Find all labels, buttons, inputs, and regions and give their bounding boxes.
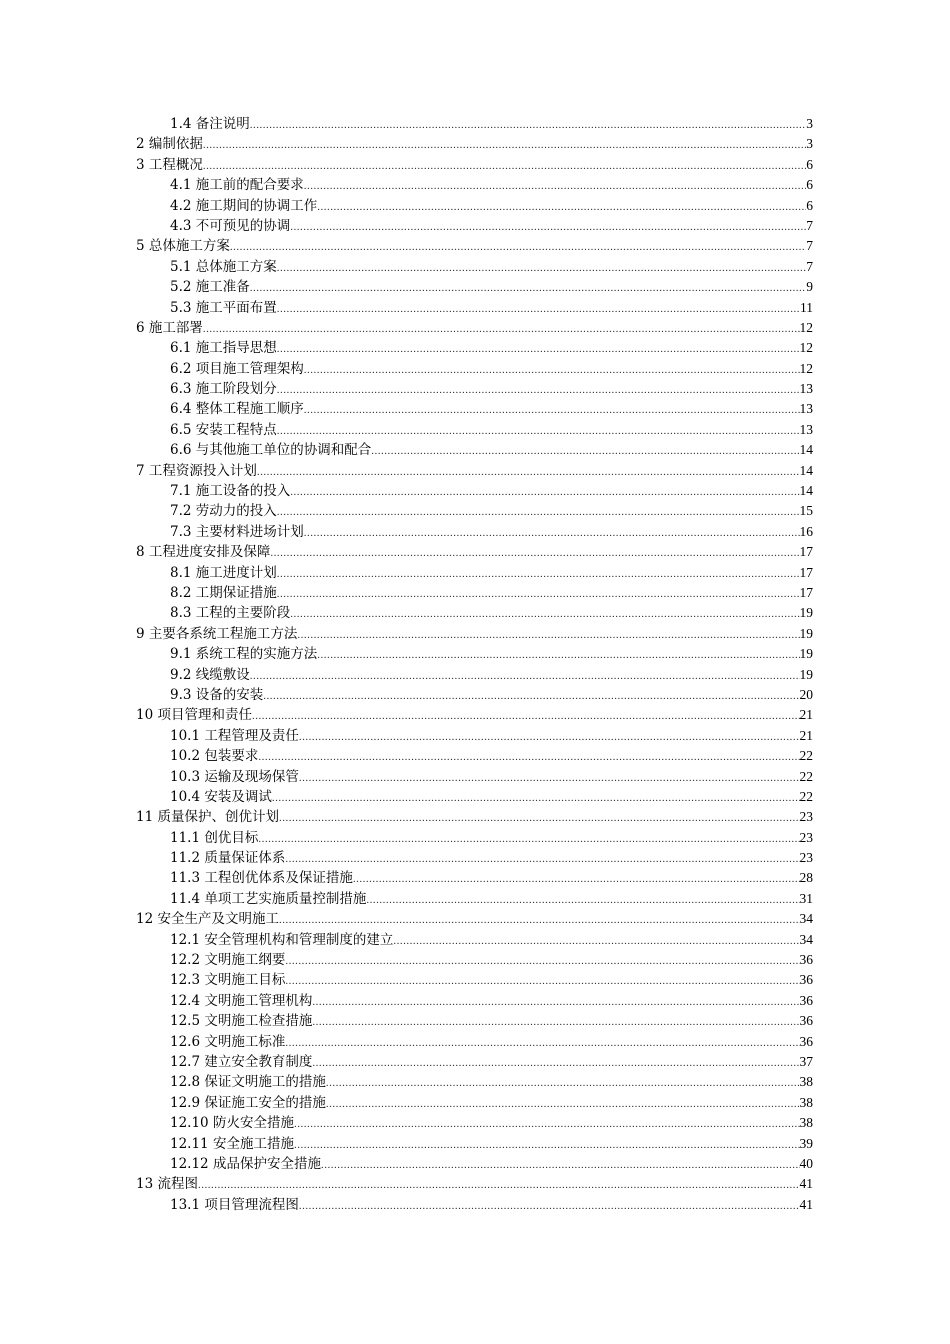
toc-entry-page-number: 19 <box>799 646 813 662</box>
toc-entry-title: 7.1 施工设备的投入 <box>170 483 291 500</box>
toc-entry-title: 11.3 工程创优体系及保证措施 <box>170 870 353 887</box>
toc-entry-page-number: 12 <box>799 319 813 335</box>
toc-entry[interactable] <box>136 1032 813 1052</box>
toc-entry[interactable] <box>136 930 813 950</box>
toc-entry-title: 3 工程概况 <box>136 156 203 173</box>
toc-entry-page-number: 37 <box>799 1053 813 1069</box>
toc-entry-page-number: 19 <box>799 605 813 621</box>
dot-leader <box>258 829 799 849</box>
toc-entry[interactable] <box>136 787 813 807</box>
dot-leader <box>326 1094 800 1114</box>
toc-entry-page-number: 21 <box>799 727 813 743</box>
toc-entry-title: 11.1 创优目标 <box>170 829 259 846</box>
toc-entry[interactable] <box>136 318 813 338</box>
toc-entry-title: 8 工程进度安排及保障 <box>136 544 271 561</box>
toc-entry-page-number: 22 <box>799 748 813 764</box>
toc-entry-title: 12.12 成品保护安全措施 <box>170 1155 321 1172</box>
dot-leader <box>317 645 799 665</box>
toc-entry-title: 2 编制依据 <box>136 136 203 153</box>
toc-entry-page-number: 13 <box>799 421 813 437</box>
toc-entry-title: 12.11 安全施工措施 <box>170 1135 294 1152</box>
dot-leader <box>198 1175 800 1195</box>
toc-entry-title: 7.2 劳动力的投入 <box>170 503 277 520</box>
toc-entry[interactable] <box>136 970 813 990</box>
toc-entry-title: 12.8 保证文明施工的措施 <box>170 1074 326 1091</box>
toc-entry-title: 9 主要各系统工程施工方法 <box>136 625 298 642</box>
toc-entry-page-number: 23 <box>799 809 813 825</box>
dot-leader <box>294 1135 800 1155</box>
toc-entry[interactable] <box>136 1195 813 1215</box>
toc-entry-page-number: 31 <box>799 890 813 906</box>
dot-leader <box>277 584 800 604</box>
toc-entry-page-number: 7 <box>806 238 813 254</box>
toc-entry-page-number: 7 <box>806 258 813 274</box>
toc-entry-title: 9.3 设备的安装 <box>170 686 264 703</box>
toc-entry-page-number: 9 <box>806 279 813 295</box>
toc-entry-title: 12.3 文明施工目标 <box>170 972 286 989</box>
toc-entry-page-number: 21 <box>799 707 813 723</box>
dot-leader <box>312 1012 799 1032</box>
toc-entry[interactable] <box>136 603 813 623</box>
toc-entry[interactable] <box>136 950 813 970</box>
toc-entry[interactable] <box>136 685 813 705</box>
toc-entry-page-number: 6 <box>806 177 813 193</box>
toc-entry-page-number: 22 <box>799 768 813 784</box>
dot-leader <box>250 115 806 135</box>
toc-entry[interactable] <box>136 665 813 685</box>
dot-leader <box>277 339 800 359</box>
toc-entry[interactable] <box>136 481 813 501</box>
toc-entry-title: 1.4 备注说明 <box>170 116 250 132</box>
toc-entry-title: 5 总体施工方案 <box>136 238 230 255</box>
toc-entry-page-number: 14 <box>799 442 813 458</box>
toc-entry-page-number: 12 <box>799 360 813 376</box>
toc-entry-page-number: 12 <box>799 340 813 356</box>
toc-entry[interactable] <box>136 1154 813 1174</box>
toc-entry[interactable] <box>136 461 813 481</box>
dot-leader <box>250 278 806 298</box>
toc-entry[interactable] <box>136 257 813 277</box>
toc-entry-page-number: 7 <box>806 217 813 233</box>
toc-entry[interactable] <box>136 359 813 379</box>
toc-entry-page-number: 23 <box>799 850 813 866</box>
toc-entry-title: 12.5 文明施工检查措施 <box>170 1013 313 1030</box>
toc-entry[interactable] <box>136 338 813 358</box>
toc-entry-title: 12.1 安全管理机构和管理制度的建立 <box>170 931 394 948</box>
toc-entry-page-number: 36 <box>799 992 813 1008</box>
toc-entry-title: 12.2 文明施工纲要 <box>170 952 286 969</box>
toc-entry-title: 8.1 施工进度计划 <box>170 564 277 581</box>
dot-leader <box>366 890 799 910</box>
dot-leader <box>393 931 799 951</box>
toc-entry-page-number: 16 <box>799 523 813 539</box>
toc-entry-page-number: 38 <box>799 1094 813 1110</box>
dot-leader <box>297 625 799 645</box>
toc-entry[interactable] <box>136 399 813 419</box>
toc-entry[interactable] <box>136 175 813 195</box>
toc-entry[interactable] <box>136 828 813 848</box>
toc-entry-title: 12.6 文明施工标准 <box>170 1033 286 1050</box>
toc-entry-title: 9.1 系统工程的实施方法 <box>170 646 318 663</box>
dot-leader <box>203 319 800 339</box>
dot-leader <box>290 482 799 502</box>
toc-entry-title: 6.1 施工指导思想 <box>170 340 277 357</box>
toc-entry-title: 6 施工部署 <box>136 319 203 336</box>
toc-entry[interactable] <box>136 440 813 460</box>
toc-entry-page-number: 11 <box>800 299 813 315</box>
dot-leader <box>258 747 799 767</box>
toc-entry-page-number: 41 <box>799 1176 813 1192</box>
toc-entry-title: 11 质量保护、创优计划 <box>136 809 279 826</box>
toc-entry[interactable] <box>136 1052 813 1072</box>
toc-entry-page-number: 6 <box>806 156 813 172</box>
toc-entry-title: 12.9 保证施工安全的措施 <box>170 1094 326 1111</box>
toc-entry-title: 13.1 项目管理流程图 <box>170 1196 299 1213</box>
toc-entry-title: 5.2 施工准备 <box>170 279 250 296</box>
toc-entry-page-number: 36 <box>799 972 813 988</box>
toc-entry-title: 4.2 施工期间的协调工作 <box>170 197 318 214</box>
toc-entry-title: 11.2 质量保证体系 <box>170 850 286 867</box>
toc-entry[interactable] <box>136 379 813 399</box>
toc-entry[interactable] <box>136 1174 813 1194</box>
toc-entry-page-number: 28 <box>799 870 813 886</box>
toc-entry-title: 4.1 施工前的配合要求 <box>170 177 304 194</box>
toc-entry-title: 10.2 包装要求 <box>170 748 259 765</box>
toc-entry[interactable] <box>136 868 813 888</box>
toc-entry[interactable] <box>136 236 813 256</box>
table-of-contents <box>136 114 813 1215</box>
toc-entry-page-number: 14 <box>799 462 813 478</box>
toc-entry-page-number: 22 <box>799 788 813 804</box>
dot-leader <box>285 1033 799 1053</box>
toc-entry[interactable] <box>136 991 813 1011</box>
toc-entry-title: 4.3 不可预见的协调 <box>170 217 291 234</box>
dot-leader <box>299 768 800 788</box>
dot-leader <box>312 1053 799 1073</box>
toc-entry-title: 6.2 项目施工管理架构 <box>170 360 304 377</box>
toc-entry-title: 6.5 安装工程特点 <box>170 421 277 438</box>
toc-entry-page-number: 13 <box>799 401 813 417</box>
dot-leader <box>285 971 799 991</box>
dot-leader <box>277 564 800 584</box>
toc-entry[interactable] <box>136 542 813 562</box>
dot-leader <box>285 849 799 869</box>
toc-entry[interactable] <box>136 1011 813 1031</box>
toc-entry-page-number: 36 <box>799 1033 813 1049</box>
dot-leader <box>326 1073 800 1093</box>
dot-leader <box>277 502 800 522</box>
toc-entry-page-number: 40 <box>799 1155 813 1171</box>
toc-entry-page-number: 36 <box>799 952 813 968</box>
toc-entry[interactable] <box>136 216 813 236</box>
toc-entry-title: 5.1 总体施工方案 <box>170 258 277 275</box>
dot-leader <box>299 727 800 747</box>
toc-entry[interactable] <box>136 644 813 664</box>
toc-entry-page-number: 23 <box>799 829 813 845</box>
toc-entry[interactable] <box>136 705 813 725</box>
toc-entry[interactable] <box>136 134 813 154</box>
toc-entry[interactable] <box>136 1093 813 1113</box>
toc-entry-title: 12.4 文明施工管理机构 <box>170 992 313 1009</box>
toc-entry[interactable] <box>136 114 813 134</box>
toc-entry-title: 6.4 整体工程施工顺序 <box>170 401 304 418</box>
toc-entry-page-number: 39 <box>799 1135 813 1151</box>
toc-entry-title: 7 工程资源投入计划 <box>136 462 257 479</box>
dot-leader <box>290 217 806 237</box>
toc-entry-title: 5.3 施工平面布置 <box>170 299 277 316</box>
toc-entry[interactable] <box>136 889 813 909</box>
dot-leader <box>304 523 800 543</box>
toc-entry-title: 12 安全生产及文明施工 <box>136 911 279 928</box>
toc-entry[interactable] <box>136 909 813 929</box>
dot-leader <box>353 869 800 889</box>
dot-leader <box>371 441 799 461</box>
dot-leader <box>299 1196 800 1216</box>
toc-entry-page-number: 34 <box>799 911 813 927</box>
dot-leader <box>285 951 799 971</box>
toc-entry-title: 8.3 工程的主要阶段 <box>170 605 291 622</box>
toc-entry[interactable] <box>136 155 813 175</box>
toc-entry-page-number: 3 <box>806 116 813 131</box>
dot-leader <box>312 992 799 1012</box>
toc-entry-page-number: 38 <box>799 1115 813 1131</box>
toc-entry-page-number: 38 <box>799 1074 813 1090</box>
dot-leader <box>257 462 800 482</box>
dot-leader <box>317 197 806 217</box>
dot-leader <box>277 258 806 278</box>
toc-entry-page-number: 17 <box>799 564 813 580</box>
dot-leader <box>277 299 800 319</box>
toc-entry-page-number: 6 <box>806 197 813 213</box>
dot-leader <box>250 666 800 686</box>
toc-entry-title: 10.1 工程管理及责任 <box>170 727 299 744</box>
toc-entry-page-number: 17 <box>799 544 813 560</box>
toc-entry-title: 6.3 施工阶段划分 <box>170 381 277 398</box>
toc-entry[interactable] <box>136 726 813 746</box>
toc-entry[interactable] <box>136 767 813 787</box>
dot-leader <box>277 380 800 400</box>
dot-leader <box>252 706 800 726</box>
dot-leader <box>279 808 800 828</box>
toc-entry-page-number: 13 <box>799 381 813 397</box>
toc-entry[interactable] <box>136 196 813 216</box>
toc-entry-title: 10.4 安装及调试 <box>170 788 272 805</box>
toc-entry-title: 12.7 建立安全教育制度 <box>170 1053 313 1070</box>
toc-entry-page-number: 19 <box>799 666 813 682</box>
toc-entry-title: 10 项目管理和责任 <box>136 707 252 724</box>
toc-entry-page-number: 34 <box>799 931 813 947</box>
toc-entry[interactable] <box>136 624 813 644</box>
toc-entry-title: 9.2 线缆敷设 <box>170 666 250 683</box>
toc-entry[interactable] <box>136 501 813 521</box>
toc-entry-page-number: 19 <box>799 625 813 641</box>
dot-leader <box>294 1114 800 1134</box>
toc-entry-page-number: 20 <box>799 686 813 702</box>
toc-entry-page-number: 36 <box>799 1013 813 1029</box>
toc-entry[interactable] <box>136 1113 813 1133</box>
toc-entry-title: 13 流程图 <box>136 1176 198 1193</box>
dot-leader <box>270 543 799 563</box>
toc-entry-title: 8.2 工期保证措施 <box>170 584 277 601</box>
toc-entry-page-number: 3 <box>806 136 813 152</box>
toc-entry[interactable] <box>136 522 813 542</box>
dot-leader <box>279 910 800 930</box>
toc-entry-page-number: 15 <box>799 503 813 519</box>
toc-entry-title: 11.4 单项工艺实施质量控制措施 <box>170 890 367 907</box>
toc-entry[interactable] <box>136 420 813 440</box>
toc-entry-page-number: 14 <box>799 483 813 499</box>
toc-entry[interactable] <box>136 563 813 583</box>
dot-leader <box>304 400 800 420</box>
toc-entry[interactable] <box>136 277 813 297</box>
dot-leader <box>277 421 800 441</box>
toc-entry-page-number: 41 <box>799 1196 813 1212</box>
dot-leader <box>203 156 806 176</box>
dot-leader <box>290 604 799 624</box>
toc-entry[interactable] <box>136 298 813 318</box>
toc-entry[interactable] <box>136 807 813 827</box>
toc-entry-title: 10.3 运输及现场保管 <box>170 768 299 785</box>
toc-entry-title: 6.6 与其他施工单位的协调和配合 <box>170 442 372 459</box>
dot-leader <box>272 788 800 808</box>
toc-entry[interactable] <box>136 746 813 766</box>
toc-entry[interactable] <box>136 848 813 868</box>
toc-entry[interactable] <box>136 1072 813 1092</box>
dot-leader <box>203 135 806 155</box>
toc-entry[interactable] <box>136 1134 813 1154</box>
toc-entry[interactable] <box>136 583 813 603</box>
dot-leader <box>230 237 806 257</box>
dot-leader <box>321 1155 800 1175</box>
dot-leader <box>304 360 800 380</box>
toc-entry-title: 7.3 主要材料进场计划 <box>170 523 304 540</box>
dot-leader <box>304 176 806 196</box>
toc-entry-title: 12.10 防火安全措施 <box>170 1115 294 1132</box>
dot-leader <box>263 686 799 706</box>
toc-entry-page-number: 17 <box>799 584 813 600</box>
